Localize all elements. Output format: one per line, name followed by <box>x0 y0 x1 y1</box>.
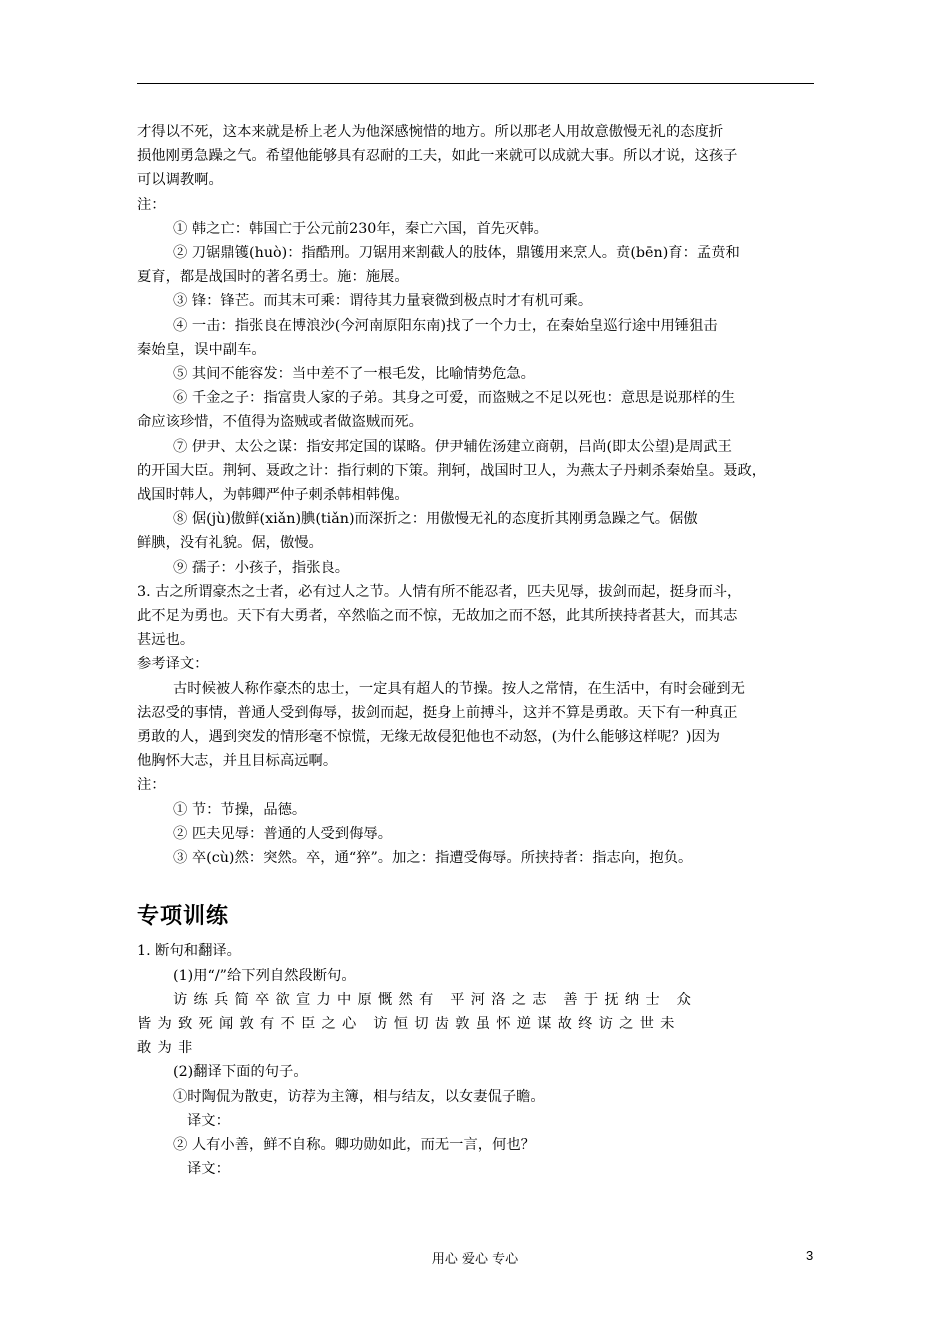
note-item: ⑥ 千金之子：指富贵人家的子弟。其身之可爱，而盗贼之不足以死也：意思是说那样的生 <box>173 390 736 407</box>
passage-line: 甚远也。 <box>137 632 195 649</box>
footer-motto: 用心 爱心 专心 <box>431 1252 519 1267</box>
text-line: 损他刚勇急躁之气。希望他能够具有忍耐的工夫，如此一来就可以成就大事。所以才说，这孩子 <box>137 148 738 165</box>
note-item: ⑧ 倨(jù)傲鲜(xiǎn)腆(tiǎn)而深折之：用傲慢无礼的态度折其刚勇急躁之气。倨傲 <box>173 511 698 528</box>
exercise-passage: 访练兵简卒欲宣力中原慨然有 平河洛之志 善于抚纳士 众 <box>173 991 698 1008</box>
note-item: ⑦ 伊尹、太公之谋：指安邦定国的谋略。伊尹辅佐汤建立商朝，吕尚(即太公望)是周武王 <box>173 438 732 455</box>
exercise-passage: 皆为致死闻敦有不臣之心 访恒切齿敦虽怀逆谋故终访之世未 <box>137 1015 681 1032</box>
note-item: ③ 锋：锋芒。而其末可乘：谓待其力量衰微到极点时才有机可乘。 <box>173 293 593 310</box>
translation-line: 法忍受的事情，普通人受到侮辱，拔剑而起，挺身上前搏斗，这并不算是勇敢。天下有一种真正 <box>137 704 738 721</box>
exercise-sentence: ①时陶侃为散吏，访荐为主簿，相与结友，以女妻侃子瞻。 <box>173 1088 545 1105</box>
note-item: ③ 卒(cù)然：突然。卒，通“猝”。加之：指遭受侮辱。所挟持者：指志向，抱负。 <box>173 850 693 867</box>
answer-label: 译文： <box>187 1161 230 1178</box>
note-item-continued: 鲜腆，没有礼貌。倨，傲慢。 <box>137 535 323 552</box>
note-item: ⑤ 其间不能容发：当中差不了一根毛发，比喻情势危急。 <box>173 366 535 383</box>
note-item: ② 刀锯鼎镬(huò)：指酷刑。刀锯用来割截人的肢体，鼎镬用来烹人。贲(bēn)育：孟贲和 <box>173 245 740 262</box>
document-body <box>137 120 817 1181</box>
text-line: 可以调教啊。 <box>137 172 223 189</box>
translation-line: 古时候被人称作豪杰的忠士，一定具有超人的节操。按人之常情，在生活中，有时会碰到无 <box>173 680 745 697</box>
notes-label: 注： <box>137 196 166 213</box>
note-item-continued: 秦始皇，误中副车。 <box>137 341 266 358</box>
translation-label: 参考译文： <box>137 656 209 673</box>
passage-line: 此不足为勇也。天下有大勇者，卒然临之而不惊，无故加之而不怒，此其所挟持者甚大，而其志 <box>137 608 738 625</box>
text-line: 才得以不死，这本来就是桥上老人为他深感惋惜的地方。所以那老人用故意傲慢无礼的态度折 <box>137 124 724 140</box>
page-number: 3 <box>806 1248 814 1263</box>
notes-label: 注： <box>137 777 166 794</box>
exercise-instruction: (2)翻译下面的句子。 <box>173 1064 308 1081</box>
exercise-title: 1. 断句和翻译。 <box>137 943 241 960</box>
answer-label: 译文： <box>187 1112 230 1129</box>
exercise-sentence: ② 人有小善，鲜不自称。卿功勋如此，而无一言，何也？ <box>173 1136 535 1153</box>
exercise-instruction: (1)用“/”给下列自然段断句。 <box>173 967 356 984</box>
note-item: ② 匹夫见辱：普通的人受到侮辱。 <box>173 825 392 842</box>
note-item-continued: 战国时韩人，为韩卿严仲子刺杀韩相韩傀。 <box>137 487 409 504</box>
note-item: ① 节：节操，品德。 <box>173 801 307 818</box>
note-item: ⑨ 孺子：小孩子，指张良。 <box>173 559 350 576</box>
passage-line: 3. 古之所谓豪杰之士者，必有过人之节。人情有所不能忍者，匹夫见辱，拔剑而起，挺身而斗， <box>137 583 742 600</box>
note-item: ④ 一击：指张良在博浪沙(今河南原阳东南)找了一个力士，在秦始皇巡行途中用锤狙击 <box>173 317 718 334</box>
note-item-continued: 的开国大臣。荆轲、聂政之计：指行刺的下策。荆轲，战国时卫人，为燕太子丹刺杀秦始皇。聂政， <box>137 462 767 479</box>
section-heading: 专项训练 <box>137 903 230 930</box>
note-item-continued: 命应该珍惜，不值得为盗贼或者做盗贼而死。 <box>137 414 423 431</box>
exercise-passage: 敢为非 <box>137 1040 199 1057</box>
note-item-continued: 夏育，都是战国时的著名勇士。施：施展。 <box>137 269 409 286</box>
translation-line: 勇敢的人，遇到突发的情形毫不惊慌，无缘无故侵犯他也不动怒，(为什么能够这样呢？)因为 <box>137 729 721 746</box>
note-item: ① 韩之亡：韩国亡于公元前230年，秦亡六国，首先灭韩。 <box>173 220 548 237</box>
translation-line: 他胸怀大志，并且目标高远啊。 <box>137 753 338 770</box>
header-rule <box>137 83 814 84</box>
